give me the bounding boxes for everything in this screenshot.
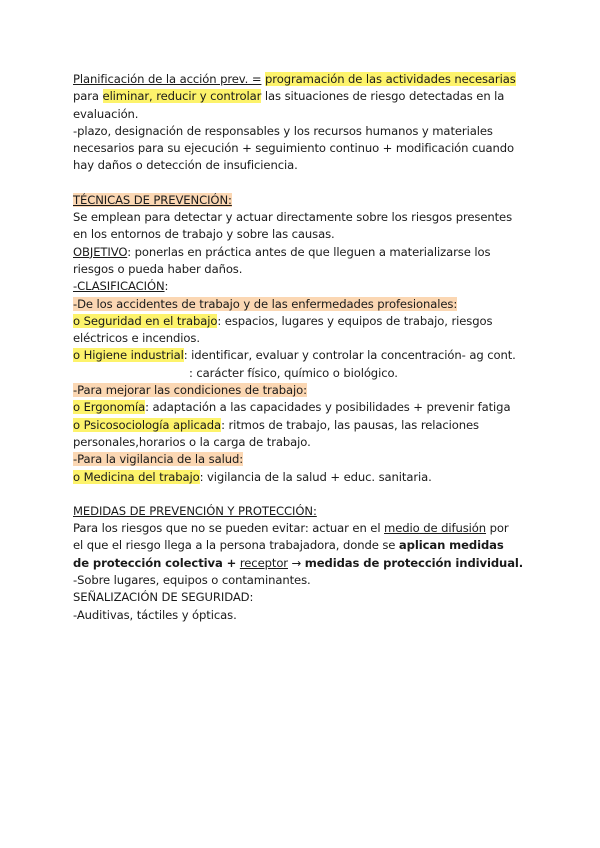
tecnicas-heading-line [73,192,543,209]
ergonomia-line [73,399,543,416]
planificacion-highlight: eliminar, reducir y controlar [102,89,262,104]
category-2: -Para mejorar las condiciones de trabajo: [73,383,307,398]
planificacion-line-1 [73,71,543,88]
text-span: para [73,89,99,104]
planificacion-line-2 [73,88,543,105]
category-1: -De los accidentes de trabajo y de las enfermedades profesionales: [73,296,458,311]
planificacion-line-3: evaluación. [73,106,139,121]
tecnicas-line-2: en los entornos de trabajo y sobre las causas. [73,227,335,242]
document-body [73,71,543,624]
medidas-heading: MEDIDAS DE PREVENCIÓN Y PROTECCIÓN: [73,503,317,518]
medidas-line-2 [73,537,543,554]
higiene-cont: : carácter físico, químico o biológico. [189,365,398,380]
text-span: : [164,279,169,294]
text-span: las situaciones de riesgo detectadas en la [261,89,505,104]
category-3: -Para la vigilancia de la salud: [73,452,244,467]
medio-difusion: medio de difusión [384,521,487,536]
tecnicas-line-4: riesgos o pueda haber daños. [73,261,243,276]
higiene-label: o Higiene industrial [73,348,184,363]
medidas-line-6: -Auditivas, táctiles y ópticas. [73,607,237,622]
objetivo-line [73,244,543,261]
objetivo-label: OBJETIVO [73,244,128,259]
medidas-line-3 [73,555,543,572]
text-span: : identificar, evaluar y controlar la concentración- ag cont. [183,348,516,363]
psicosociologia-label: o Psicosociología aplicada [73,417,222,432]
medidas-bold-2: de protección colectiva + [73,555,237,570]
seguridad-label: o Seguridad en el trabajo [73,313,218,328]
seguridad-cont: eléctricos e incendios. [73,331,200,346]
psicosociologia-cont: personales,horarios o la carga de trabajo. [73,434,311,449]
spacer [73,175,543,192]
seguridad-line [73,313,543,330]
medidas-line-4: -Sobre lugares, equipos o contaminantes. [73,573,311,588]
senalizacion-heading: SEÑALIZACIÓN DE SEGURIDAD: [73,590,254,605]
medicina-line [73,469,543,486]
text-span: Para los riesgos que no se pueden evitar: actuar en el [73,521,385,536]
medidas-heading-line [73,503,543,520]
category-3-line [73,451,543,468]
arrow-icon: → [287,555,305,570]
category-2-line [73,382,543,399]
clasificacion-line [73,278,543,295]
planificacion-line-6: hay daños o detección de insuficiencia. [73,158,298,173]
planificacion-definition: programación de las actividades necesarias [265,72,516,86]
medidas-bold-3: medidas de protección individual. [304,555,524,570]
receptor: receptor [239,555,288,570]
medidas-bold-1: aplican medidas [398,538,504,553]
tecnicas-heading: TÉCNICAS DE PREVENCIÓN: [73,192,232,207]
spacer [73,486,543,503]
text-span: el que el riesgo llega a la persona trabajadora, donde se [73,538,399,553]
psicosociologia-line [73,417,543,434]
medidas-line-1 [73,520,543,537]
tecnicas-line-1: Se emplean para detectar y actuar directamente sobre los riesgos presentes [73,210,513,225]
text-span: : espacios, lugares y equipos de trabajo, riesgos [217,313,493,328]
planificacion-term: Planificación de la acción prev. = [73,72,262,86]
ergonomia-label: o Ergonomía [73,400,146,415]
higiene-line [73,347,543,364]
category-1-line [73,296,543,313]
planificacion-line-4: -plazo, designación de responsables y los recursos humanos y materiales [73,123,493,138]
planificacion-line-5: necesarios para su ejecución + seguimiento continuo + modificación cuando [73,141,515,156]
objetivo-text: : ponerlas en práctica antes de que lleguen a materializarse los [127,244,491,259]
text-span: por [486,521,509,536]
text-span: : vigilancia de la salud + educ. sanitaria. [199,469,432,484]
clasificacion-label: -CLASIFICACIÓN [73,279,165,294]
text-span: : adaptación a las capacidades y posibilidades + prevenir fatiga [145,400,511,415]
text-span: : ritmos de trabajo, las pausas, las relaciones [221,417,479,432]
medicina-label: o Medicina del trabajo [73,469,200,484]
